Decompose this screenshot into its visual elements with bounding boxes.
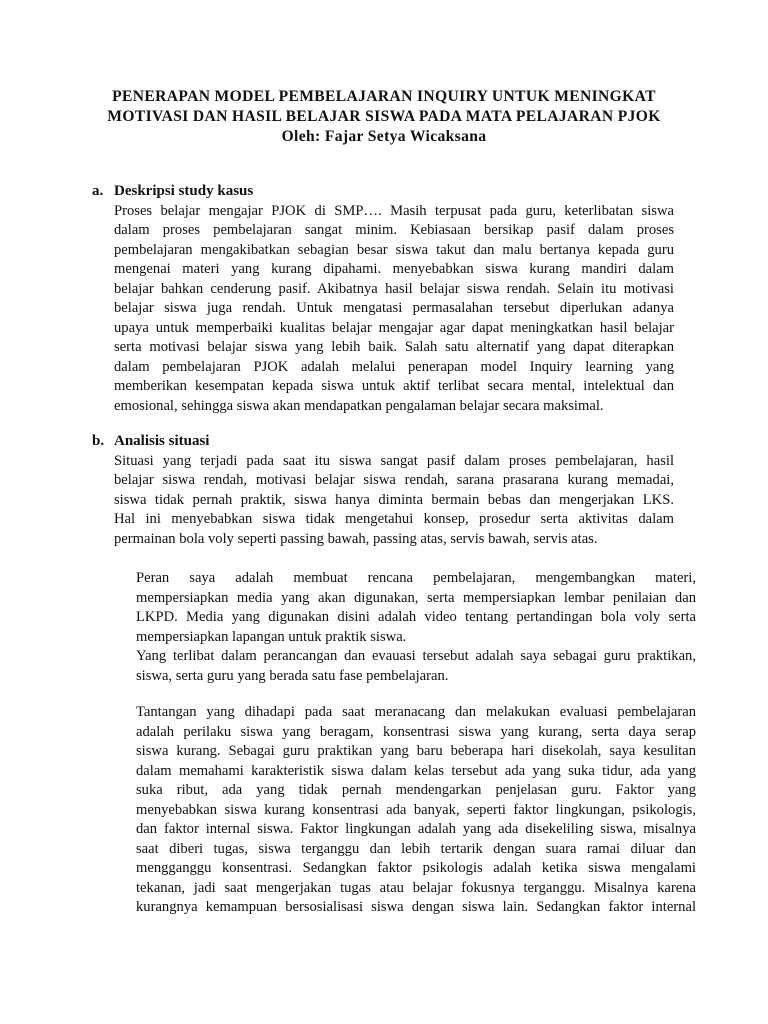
text-line: mengenai materi yang kurang dipahami. menyebabkan siswa kurang mandiri dalam: [114, 261, 674, 277]
title-line-1: PENERAPAN MODEL PEMBELAJARAN INQUIRY UNTUK MENINGKAT: [112, 88, 656, 105]
text-line: saat diberi tugas, siswa terganggu dan lebih tertarik dengan suara ramai diluar dan: [136, 840, 696, 857]
text-line: dan faktor internal siswa. Faktor lingkungan adalah yang ada disekeliling siswa, misalnya: [136, 821, 696, 837]
text-line: Peran saya adalah membuat rencana pembelajaran, mengembangkan materi,: [136, 570, 696, 586]
document-title: [60, 87, 708, 147]
paragraph: [136, 569, 696, 647]
section-analisis: [92, 432, 676, 549]
text-line: dalam pembelajaran PJOK adalah melalui penerapan model Inquiry learning yang: [114, 358, 674, 375]
text-line: tekanan, jadi saat mengerjakan tugas atau belajar fokusnya terganggu. Misalnya karena: [136, 879, 696, 896]
text-line: dalam proses pembelajaran sangat minim. Kebiasaan bersikap pasif dalam proses: [114, 222, 674, 238]
section-heading-text: Analisis situasi: [114, 433, 210, 449]
text-line: menyebabkan siswa kurang konsentrasi ada banyak, seperti faktor lingkungan, psikologis,: [136, 801, 696, 818]
section-letter: a.: [92, 183, 104, 199]
text-line: belajar siswa juga rendah. Untuk mengatasi permasalahan tersebut diperlukan adanya: [114, 300, 674, 316]
text-line: kurangnya kemampuan bersosialisasi siswa dengan siswa lain. Sedangkan faktor internal: [136, 899, 696, 915]
text-line: mempersiapkan lapangan untuk praktik siswa.: [136, 628, 407, 645]
section-deskripsi: [92, 182, 676, 416]
section-letter: b.: [92, 433, 105, 449]
section-heading-text: Deskripsi study kasus: [114, 183, 254, 199]
text-line: dalam memahami karakteristik siswa dalam kelas tersebut ada yang suka tidur, ada yang: [136, 762, 696, 779]
text-line: permainan bola voly seperti passing bawah, passing atas, servis bawah, servis atas.: [114, 530, 598, 547]
text-line: siswa tidak pernah praktik, siswa hanya diminta bermain bebas dan mengerjakan LKS.: [114, 491, 674, 508]
text-line: Proses belajar mengajar PJOK di SMP…. Masih terpusat pada guru, keterlibatan siswa: [114, 202, 674, 219]
title-line-2: MOTIVASI DAN HASIL BELAJAR SISWA PADA MATA PELAJARAN PJOK: [107, 108, 661, 125]
paragraph: [114, 202, 674, 417]
text-line: siswa kurang. Sebagai guru praktikan yang baru beberapa hari disekolah, saya kesulitan: [136, 743, 696, 759]
text-line: memberikan kesempatan kepada siswa untuk aktif terlibat secara mental, intelektual dan: [114, 378, 674, 394]
paragraph: [114, 452, 674, 550]
text-line: adalah perilaku siswa yang beragam, konsentrasi siswa yang kurang, serta daya serap: [136, 723, 696, 740]
paragraph: [136, 703, 696, 918]
text-line: belajar siswa rendah, motivasi belajar siswa rendah, sarana prasarana kurang memadai,: [114, 472, 674, 488]
author-line: Oleh: Fajar Setya Wicaksana: [281, 128, 487, 145]
text-line: upaya untuk memperbaiki kualitas belajar mengajar agar dapat meningkatkan hasil belajar: [114, 319, 674, 336]
text-line: Tantangan yang dihadapi pada saat meranacang dan melakukan evaluasi pembelajaran: [136, 704, 696, 720]
text-line: mengganggu konsentrasi. Sedangkan faktor psikologis adalah ketika siswa mengalami: [136, 860, 696, 876]
section-heading: [92, 182, 676, 202]
text-line: suka ribut, ada yang tidak pernah mendengarkan penjelasan guru. Faktor yang: [136, 782, 696, 798]
text-line: serta motivasi belajar siswa yang lebih baik. Salah satu alternatif yang dapat diterapkan: [114, 339, 674, 355]
text-line: LKPD. Media yang digunakan disini adalah video tentang pertandingan bola voly serta: [136, 609, 696, 625]
text-line: pembelajaran mengakibatkan sebagian besar siswa takut dan malu bertanya kepada guru: [114, 241, 674, 258]
section-heading: [92, 432, 676, 452]
text-line: Yang terlibat dalam perancangan dan evauasi tersebut adalah saya sebagai guru praktikan,: [136, 648, 696, 664]
text-line: emosional, sehingga siswa akan mendapatkan pengalaman belajar secara maksimal.: [114, 397, 604, 414]
text-line: Hal ini menyebabkan siswa tidak mengetahui konsep, prosedur serta aktivitas dalam: [114, 511, 674, 527]
text-line: belajar bahkan cenderung pasif. Akibatnya hasil belajar siswa rendah. Selain itu motivasi: [114, 280, 674, 297]
text-line: siswa, serta guru yang berada satu fase pembelajaran.: [136, 667, 449, 684]
text-line: mempersiapkan media yang akan digunakan, serta mempersiapkan lembar penilaian dan: [136, 589, 696, 606]
text-line: Situasi yang terjadi pada saat itu siswa sangat pasif dalam proses pembelajaran, hasil: [114, 452, 674, 469]
paragraph: [136, 647, 696, 686]
